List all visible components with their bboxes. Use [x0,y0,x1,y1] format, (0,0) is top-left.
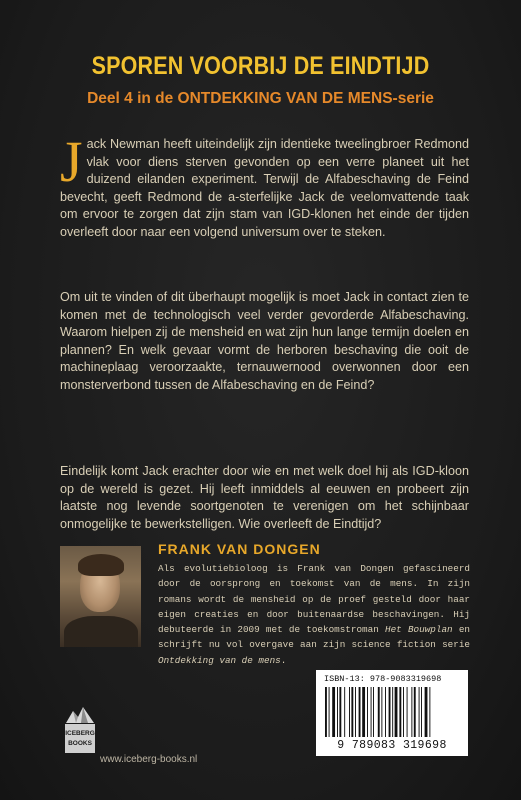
book-title: SPOREN VOORBIJ DE EINDTIJD [91,52,430,80]
logo-text-books: BOOKS [68,740,92,747]
series-title: Ontdekking van de mens [158,654,281,666]
author-bio-text: Als evolutiebioloog is Frank van Dongen gefascineerd door de oorsprong en toekomst van de mens. In zijn romans wordt de mensheid op de proef gesteld door haar eigen creaties en door buitenaardse beschavingen. Hij debuteerde in 2009 met de toekomstroman [158,563,470,636]
blurb-paragraph-3: Eindelijk komt Jack erachter door wie en met welk doel hij als IGD-kloon op de wereld is gezet. Hij leeft inmiddels al eeuwen en probeert zijn laatste nog levende soortgenoten te verenigen om het schijnbaar onmogelijke te bewerkstelligen. Wie overleeft de Eindtijd? [60,464,469,531]
barcode-digits: 9 789083 319698 [337,739,447,752]
author-bio [158,561,470,668]
author-photo-hair [78,554,124,576]
isbn-label: ISBN-13: 978-9083319698 [324,674,442,684]
blurb-paragraph-2: Om uit te vinden of dit überhaupt mogelijk is moet Jack in contact zien te komen met de technologisch veel verder gevorderde Alfabeschaving. Waarom hielpen zij de mensheid en wat zijn hun lange termijn doelen en plannen? En welk gevaar vormt de herboren beschaving die ooit de machineplaag veroorzaakte, ternauwernood overwonnen door een monsterverbond tussen de Alfabeschaving en de Feind? [60,290,469,392]
author-bio-text-2: en schrijft nu vol overgave aan zijn science fiction serie [158,624,470,651]
publisher-website: www.iceberg-books.nl [100,754,198,765]
logo-text-iceberg: ICEBERG [65,730,95,737]
iceberg-books-logo [62,703,98,755]
series-subtitle: Deel 4 in de ONTDEKKING VAN DE MENS-serie [87,90,434,107]
barcode-icon [324,687,460,737]
blurb-paragraph-1 [60,129,469,242]
author-photo [60,546,141,647]
author-photo-shoulders [64,616,138,647]
blurb-paragraph-1-text: ack Newman heeft uiteindelijk zijn identieke tweelingbroer Redmond vlak voor diens sterven gevonden op een verre planeet uit het duizend eilanden experiment. Terwijl de Alfabeschaving de Feind bevecht, geeft Redmond de a-sterfelijke Jack de veelomvattende taak om ervoor te zorgen dat zijn stam van IGD-klonen het einde der tijden overleeft door naar een volgend universum over te steken. [60,137,469,239]
author-name: FRANK VAN DONGEN [158,541,321,557]
author-debut-title: Het Bouwplan [385,624,453,636]
author-bio-end: . [280,654,287,666]
barcode-box [316,670,468,756]
drop-cap: J [60,129,83,194]
